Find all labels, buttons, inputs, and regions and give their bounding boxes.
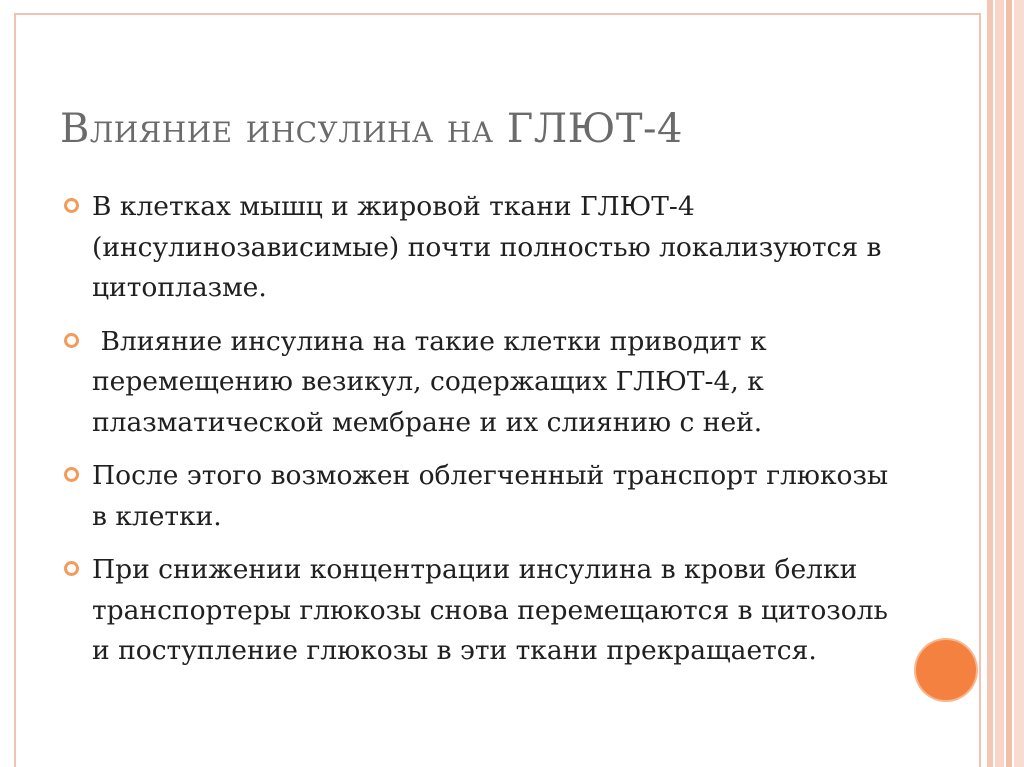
- bullet-list: [64, 187, 894, 685]
- ring-bullet-icon: [64, 198, 79, 213]
- bullet-text: Влияние инсулина на такие клетки приводит к перемещению везикул, содержащих ГЛЮТ-4, к плазматической мембране и их слиянию с ней.: [92, 325, 775, 438]
- ring-bullet-icon: [64, 467, 79, 482]
- decorative-stripe: [995, 0, 1004, 767]
- bullet-text: После этого возможен облегченный транспорт глюкозы в клетки.: [92, 460, 889, 532]
- bullet-item: [64, 456, 894, 537]
- decorative-stripe: [1006, 0, 1012, 767]
- bullet-text: При снижении концентрации инсулина в крови белки транспортеры глюкозы снова перемещаются в цитозоль и поступление глюкозы в эти ткани прекращается.: [92, 554, 888, 666]
- bullet-item: [64, 550, 894, 672]
- bullet-item: [64, 187, 894, 309]
- ring-bullet-icon: [64, 561, 79, 576]
- decorative-stripe: [987, 0, 993, 767]
- ring-bullet-icon: [64, 333, 79, 348]
- decorative-circle: [916, 640, 976, 700]
- slide-title: Влияние инсулина на ГЛЮТ-4: [60, 106, 683, 152]
- bullet-text: В клетках мышц и жировой ткани ГЛЮТ-4 (инсулинозависимые) почти полностью локализуются в цитоплазме.: [92, 191, 882, 303]
- decorative-stripe: [1014, 0, 1024, 767]
- bullet-item: [64, 322, 894, 444]
